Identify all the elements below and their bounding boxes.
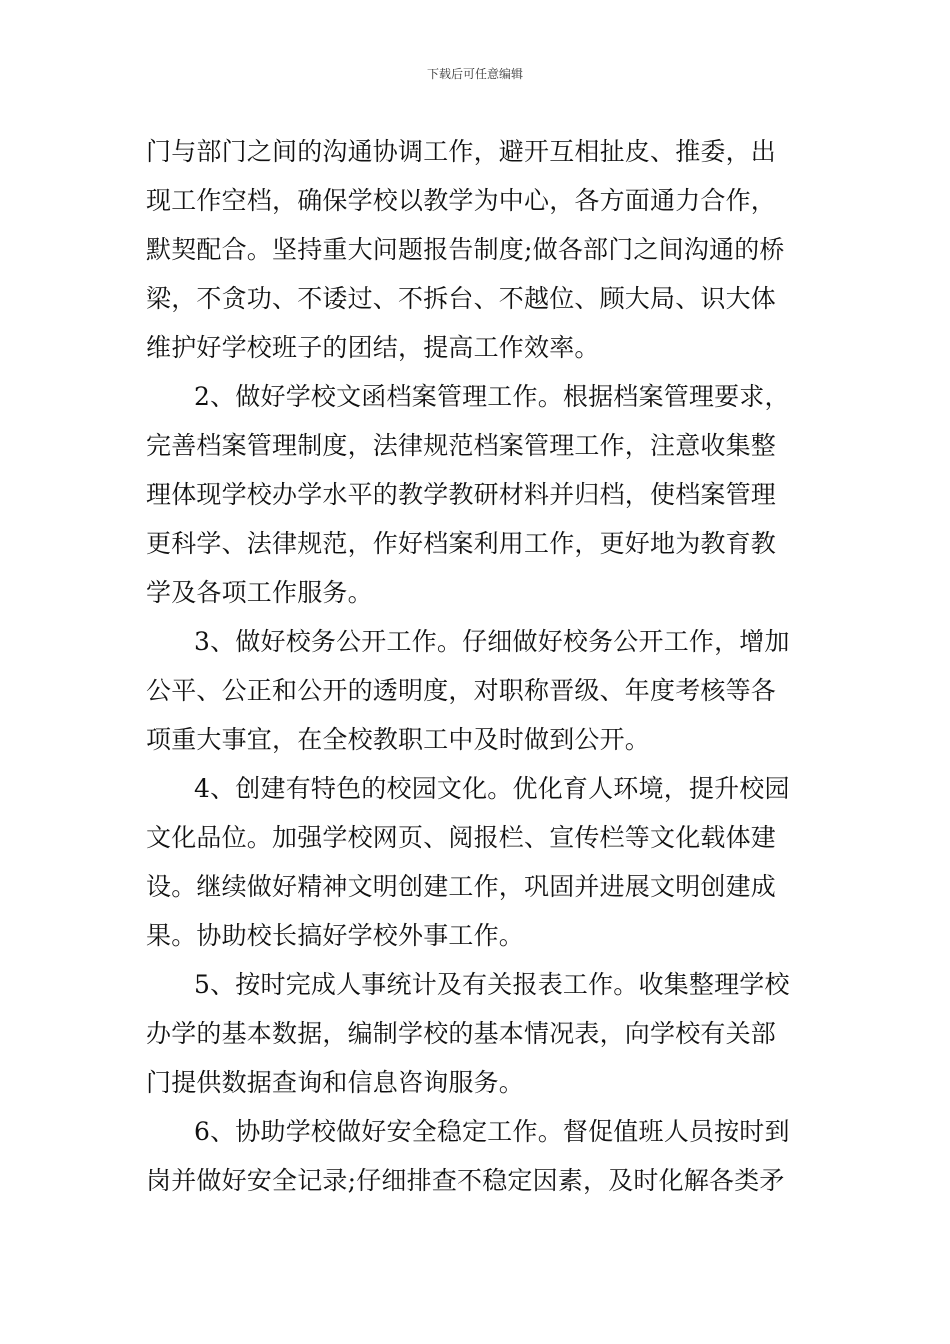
paragraph	[146, 617, 806, 764]
text-line: 3、做好校务公开工作。仔细做好校务公开工作，增加	[194, 627, 790, 656]
text-line: 更科学、法律规范，作好档案利用工作，更好地为教育教	[146, 529, 777, 558]
text-line: 公平、公正和公开的透明度，对职称晋级、年度考核等各	[146, 676, 777, 705]
page-header: 下载后可任意编辑	[426, 67, 523, 81]
text-line: 维护好学校班子的团结，提高工作效率。	[146, 333, 600, 362]
text-line: 设。继续做好精神文明创建工作，巩固并进展文明创建成	[146, 872, 777, 901]
text-line: 6、协助学校做好安全稳定工作。督促值班人员按时到	[194, 1117, 790, 1146]
text-line: 办学的基本数据，编制学校的基本情况表，向学校有关部	[146, 1019, 777, 1048]
text-line: 门与部门之间的沟通协调工作，避开互相扯皮、推委，出	[146, 137, 777, 166]
text-line: 理体现学校办学水平的教学教研材料并归档，使档案管理	[146, 480, 777, 509]
text-line: 门提供数据查询和信息咨询服务。	[146, 1068, 525, 1097]
paragraph	[146, 127, 806, 372]
text-line: 项重大事宜，在全校教职工中及时做到公开。	[146, 725, 651, 754]
paragraph	[146, 1107, 806, 1205]
paragraph	[146, 764, 806, 960]
document-body	[146, 127, 806, 1205]
text-line: 学及各项工作服务。	[146, 578, 373, 607]
text-line: 文化品位。加强学校网页、阅报栏、宣传栏等文化载体建	[146, 823, 777, 852]
text-line: 梁，不贪功、不诿过、不拆台、不越位、顾大局、识大体	[146, 284, 777, 313]
text-line: 果。协助校长搞好学校外事工作。	[146, 921, 525, 950]
paragraph	[146, 960, 806, 1107]
text-line: 5、按时完成人事统计及有关报表工作。收集整理学校	[194, 970, 790, 999]
text-line: 4、创建有特色的校园文化。优化育人环境，提升校园	[194, 774, 790, 803]
paragraph	[146, 372, 806, 617]
text-line: 岗并做好安全记录;仔细排查不稳定因素，及时化解各类矛	[146, 1166, 785, 1195]
text-line: 2、做好学校文函档案管理工作。根据档案管理要求，	[194, 382, 790, 411]
text-line: 默契配合。坚持重大问题报告制度;做各部门之间沟通的桥	[146, 235, 785, 264]
text-line: 完善档案管理制度，法律规范档案管理工作，注意收集整	[146, 431, 777, 460]
text-line: 现工作空档，确保学校以教学为中心，各方面通力合作，	[146, 186, 777, 215]
